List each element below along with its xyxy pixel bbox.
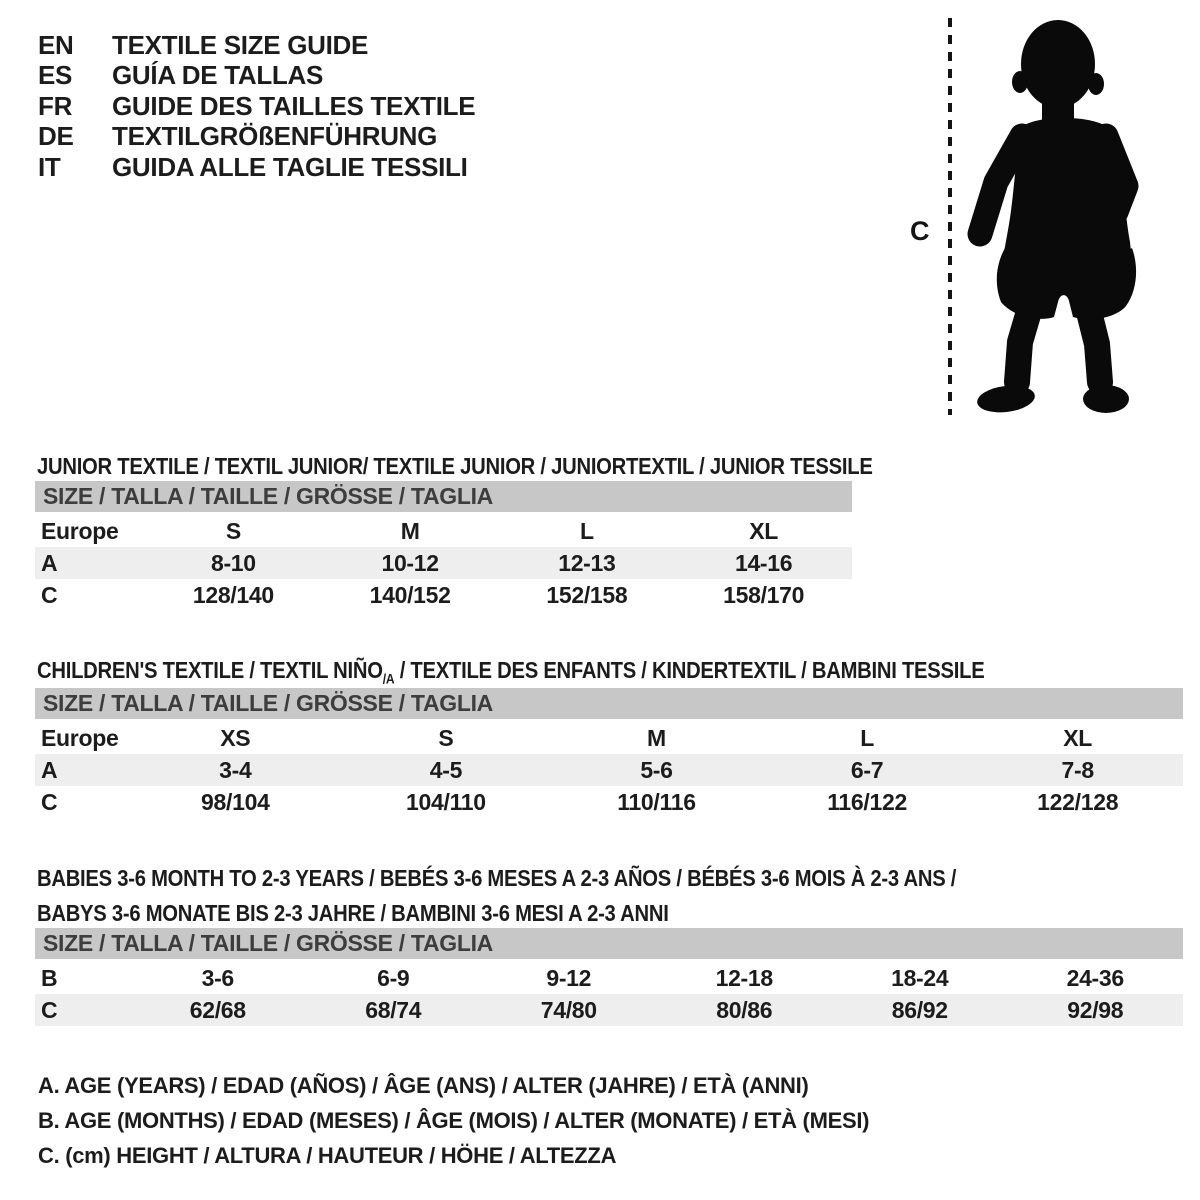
row-label: Europe [41,725,119,751]
language-title: GUIDE DES TAILLES TEXTILE [112,90,476,121]
table-cell: 8-10 [210,550,256,576]
table-cell: 128/140 [192,582,274,608]
language-title-list [38,30,475,183]
language-code: DE [38,121,74,152]
table-cell: 7-8 [1061,757,1094,783]
table-cell: 74/80 [540,997,597,1023]
table-cell: 6-7 [850,757,884,783]
language-code: ES [38,60,73,91]
table-cell: 12-13 [558,550,616,576]
table-row [35,722,1183,754]
language-code: IT [38,151,61,182]
children-size-table [35,688,1183,818]
junior-section-title: JUNIOR TEXTILE / TEXTIL JUNIOR/ TEXTILE JUNIOR / JUNIORTEXTIL / JUNIOR TESSILE [37,453,873,480]
table-cell: XS [220,725,251,751]
language-title: GUÍA DE TALLAS [112,60,324,91]
table-row [35,754,1183,786]
row-label: B [41,965,58,991]
table-header-bar [35,688,1183,719]
table-header-bar [35,481,852,512]
language-row [38,152,475,183]
table-row [35,786,1183,818]
table-cell: M [647,725,666,751]
babies-size-table [35,928,1183,1026]
children-section-title [37,657,984,687]
table-cell: 80/86 [716,997,773,1023]
table-cell: 104/110 [406,789,486,815]
baby-foot-right [1083,385,1129,413]
table-cell: XL [749,518,779,544]
table-cell: 68/74 [365,997,422,1023]
table-cell: 3-4 [219,757,252,783]
table-cell: 6-9 [377,965,410,991]
table-cell: 18-24 [891,965,949,991]
junior-size-table [35,481,852,611]
baby-leg-left [1017,308,1030,382]
measurement-legend [38,1068,869,1173]
baby-leg-right [1088,308,1100,382]
baby-silhouette-icon [976,20,1136,415]
table-cell: 86/92 [891,997,948,1023]
legend-line-c: C. (cm) HEIGHT / ALTURA / HAUTEUR / HÖHE / ALTEZZA [38,1143,617,1168]
table-header-label: SIZE / TALLA / TAILLE / GRÖSSE / TAGLIA [43,690,493,716]
baby-head [1021,20,1095,108]
table-cell: 92/98 [1067,997,1124,1023]
table-cell: 12-18 [715,965,773,991]
table-cell: 14-16 [734,550,793,576]
language-row [38,61,475,92]
row-label: C [41,997,58,1023]
table-cell: S [225,518,241,544]
legend-line-b: B. AGE (MONTHS) / EDAD (MESES) / ÂGE (MOIS) / ALTER (MONATE) / ETÀ (MESI) [38,1108,870,1133]
language-title: TEXTILE SIZE GUIDE [112,29,369,60]
table-row [35,515,852,547]
row-label: Europe [41,518,119,544]
table-cell: M [400,518,420,544]
table-body [35,722,1183,818]
row-label: C [41,582,58,608]
table-row [35,579,852,611]
row-label: A [41,550,58,576]
row-label: A [41,757,58,783]
table-cell: 9-12 [546,965,592,991]
table-cell: 152/158 [546,582,628,608]
table-body [35,962,1183,1026]
legend-line-a: A. AGE (YEARS) / EDAD (AÑOS) / ÂGE (ANS) / ALTER (JAHRE) / ETÀ (ANNI) [38,1073,809,1098]
language-row [38,122,475,153]
language-title: GUIDA ALLE TAGLIE TESSILI [112,151,468,182]
table-row [35,547,852,579]
table-cell: 98/104 [201,789,270,815]
height-measure-label: C [910,216,930,246]
table-cell: 158/170 [723,582,805,608]
babies-section-title-line2: BABYS 3-6 MONATE BIS 2-3 JAHRE / BAMBINI 3-6 MESI A 2-3 ANNI [37,900,669,927]
language-row [38,91,475,122]
baby-arm-right [1106,136,1126,212]
table-cell: 5-6 [640,757,673,783]
babies-section-title-line1: BABIES 3-6 MONTH TO 2-3 YEARS / BEBÉS 3-6 MESES A 2-3 AÑOS / BÉBÉS 3-6 MOIS À 2-3 ANS / [37,865,957,892]
table-cell: L [580,518,594,544]
table-cell: 140/152 [369,582,451,608]
table-cell: S [438,725,454,751]
table-cell: 3-6 [201,965,234,991]
table-cell: 122/128 [1037,789,1119,815]
baby-ear-left [1012,71,1028,93]
language-code: FR [38,90,73,121]
language-code: EN [38,29,74,60]
children-title-suffix: / TEXTILE DES ENFANTS / KINDERTEXTIL / BAMBINI TESSILE [394,657,985,684]
table-cell: 10-12 [381,550,439,576]
table-body [35,515,852,611]
table-cell: 110/116 [617,789,696,815]
table-header-label: SIZE / TALLA / TAILLE / GRÖSSE / TAGLIA [43,930,493,956]
table-row [35,994,1183,1026]
language-title: TEXTILGRÖßENFÜHRUNG [112,121,438,152]
table-cell: 4-5 [429,757,463,783]
children-title-subscript: /A [382,671,395,687]
table-cell: L [860,725,874,751]
table-cell: 24-36 [1066,965,1124,991]
height-figure-svg [900,8,1160,425]
height-figure [900,8,1160,425]
table-row [35,962,1183,994]
table-header-label: SIZE / TALLA / TAILLE / GRÖSSE / TAGLIA [43,483,493,509]
table-cell: XL [1063,725,1093,751]
table-cell: 116/122 [827,789,907,815]
children-title-prefix: CHILDREN'S TEXTILE / TEXTIL NIÑO [37,657,383,684]
row-label: C [41,789,58,815]
table-cell: 62/68 [189,997,246,1023]
language-row [38,30,475,61]
baby-ear-right [1088,73,1104,95]
table-header-bar [35,928,1183,959]
